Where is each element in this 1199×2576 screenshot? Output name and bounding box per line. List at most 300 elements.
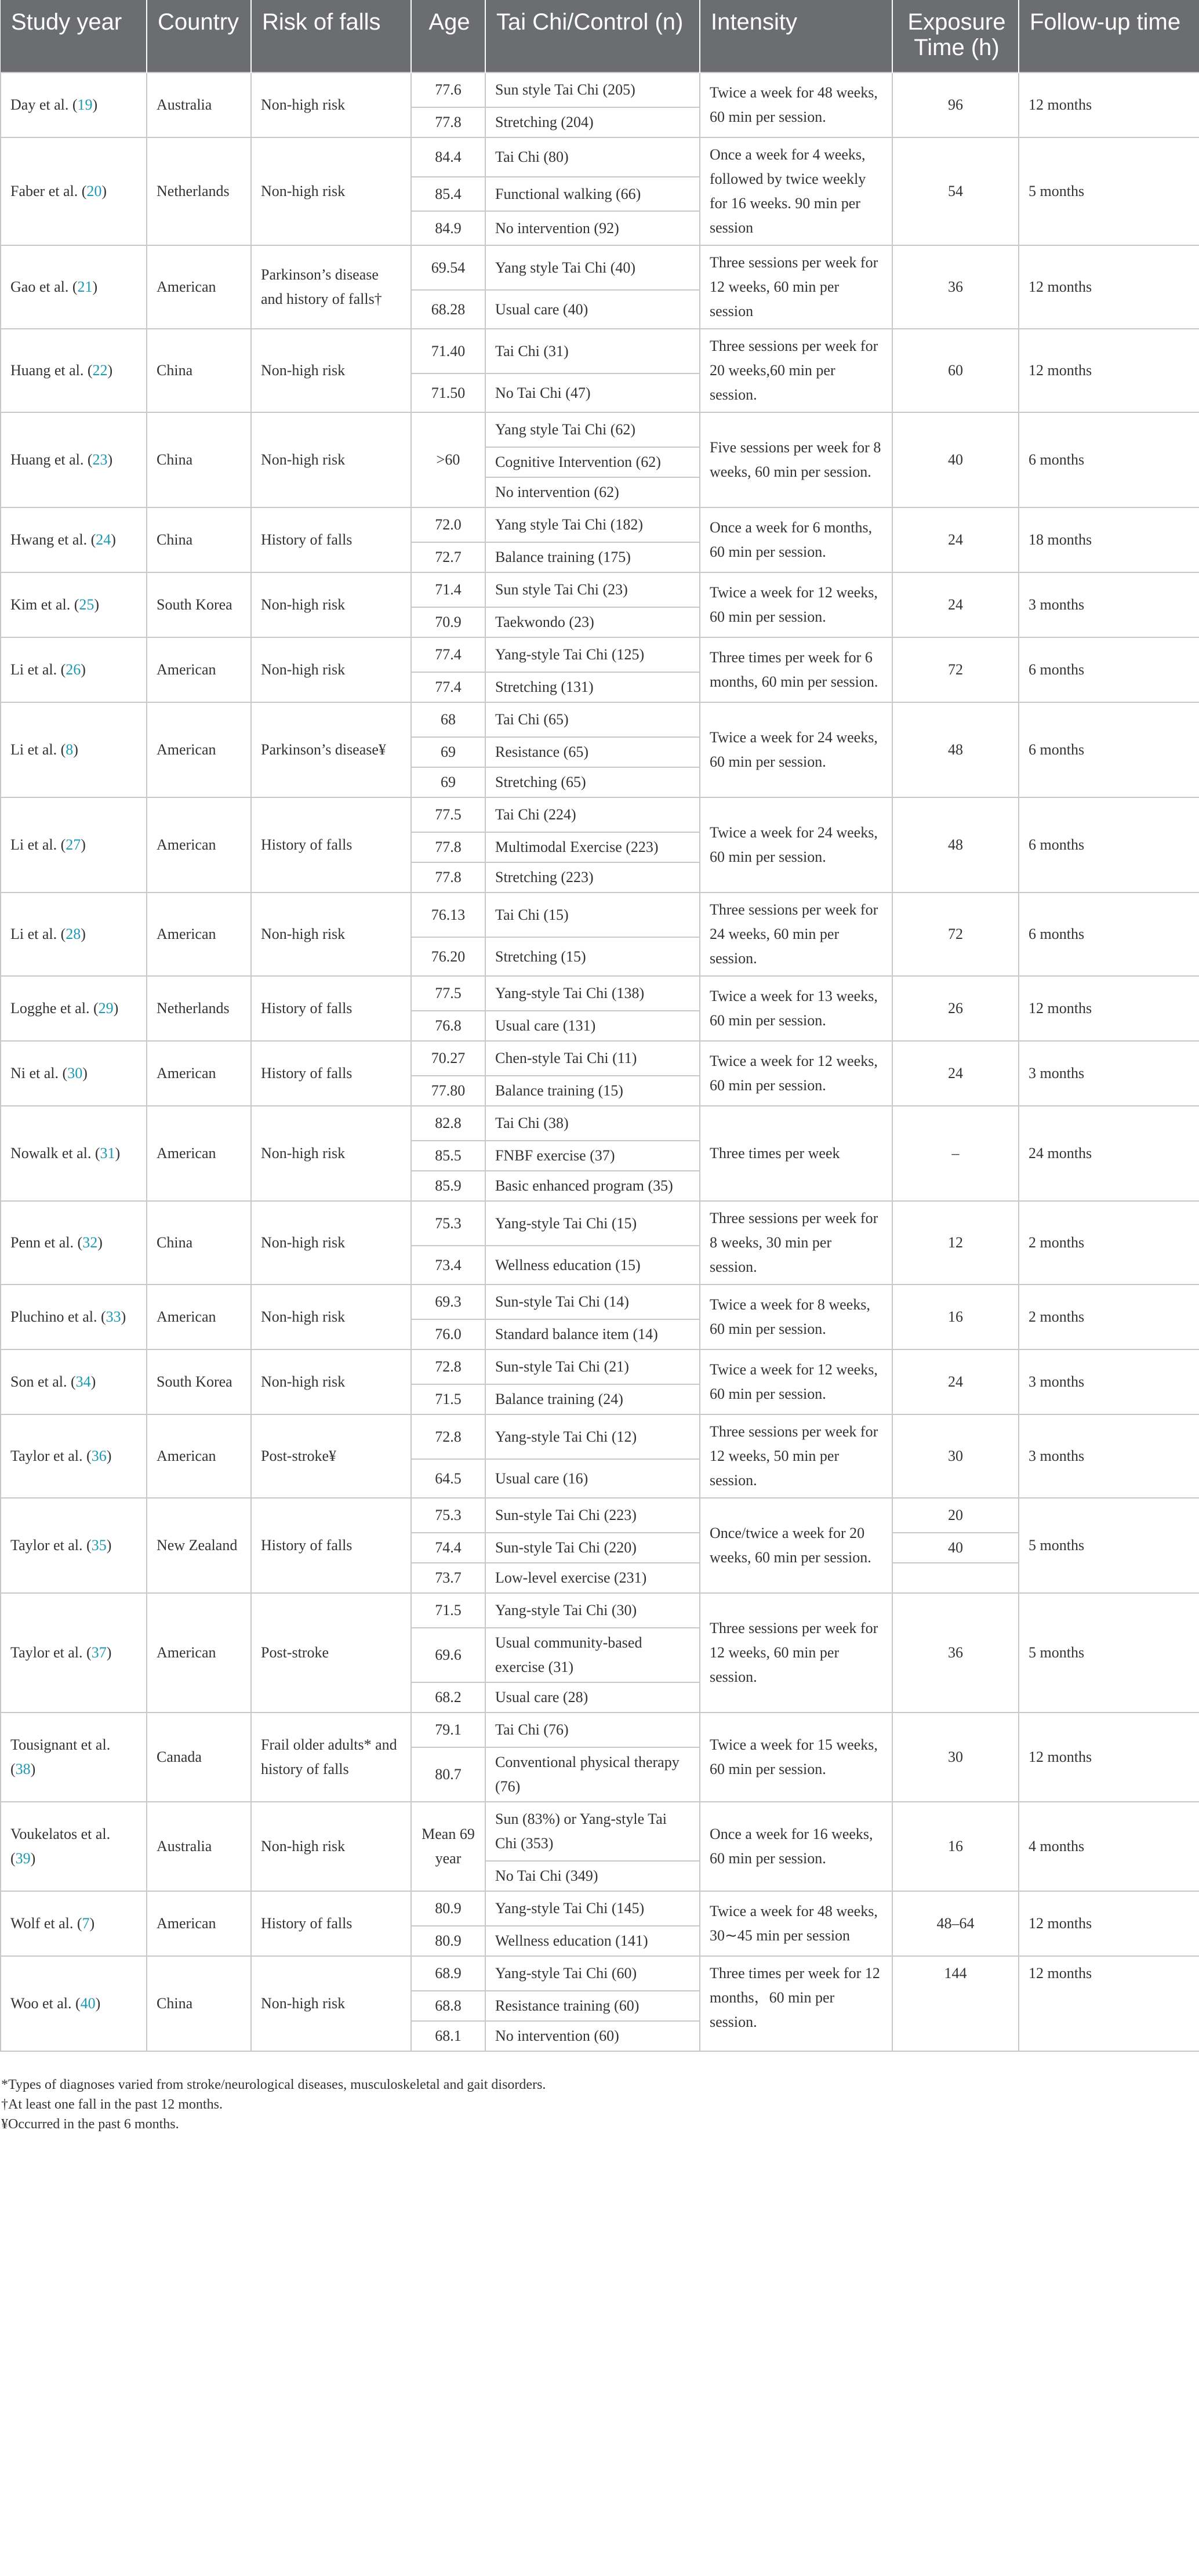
study-name: Faber et al. (: [10, 183, 87, 199]
cell-intensity: Three sessions per week for 8 weeks, 30 min per session.: [700, 1201, 892, 1285]
cell-intensity: Twice a week for 13 weeks, 60 min per session.: [700, 976, 892, 1041]
cell-risk-of-falls: Non-high risk: [251, 1285, 411, 1349]
footnote-occurred: ¥Occurred in the past 6 months.: [1, 2117, 179, 2132]
table-row: [1, 1891, 1199, 1926]
cell-risk-of-falls: Non-high risk: [251, 1201, 411, 1285]
study-name: Taylor et al. (: [10, 1537, 92, 1554]
cell-group: No Tai Chi (47): [485, 373, 700, 412]
cell-risk-of-falls: Non-high risk: [251, 637, 411, 702]
cell-group: Usual care (131): [485, 1011, 700, 1041]
cell-intensity: Once/twice a week for 20 weeks, 60 min per session.: [700, 1498, 892, 1593]
cell-group: Chen-style Tai Chi (11): [485, 1041, 700, 1076]
cell-age: 82.8: [411, 1106, 485, 1141]
reference-link[interactable]: 24: [96, 531, 111, 548]
cell-age: 73.7: [411, 1563, 485, 1593]
cell-study: Day et al. (19): [1, 72, 147, 137]
study-name: Li et al. (: [10, 661, 66, 678]
cell-risk-of-falls: Parkinson’s disease and history of falls†: [251, 245, 411, 329]
cell-country: Canada: [147, 1713, 251, 1802]
cell-study: Kim et al. (25): [1, 572, 147, 637]
cell-intensity: Twice a week for 24 weeks, 60 min per session.: [700, 702, 892, 797]
table-row: [1, 245, 1199, 290]
cell-age: 84.4: [411, 137, 485, 177]
cell-study: Li et al. (26): [1, 637, 147, 702]
cell-study: Tousignant et al. (38): [1, 1713, 147, 1802]
cell-age: 76.8: [411, 1011, 485, 1041]
cell-study: Taylor et al. (35): [1, 1498, 147, 1593]
cell-group: Tai Chi (15): [485, 892, 700, 937]
cell-intensity: Five sessions per week for 8 weeks, 60 min per session.: [700, 412, 892, 507]
cell-follow-up-time: 2 months: [1019, 1201, 1199, 1285]
cell-age: 73.4: [411, 1246, 485, 1285]
cell-group: Sun-style Tai Chi (223): [485, 1498, 700, 1533]
cell-group: No intervention (62): [485, 477, 700, 507]
cell-exposure-time: 60: [892, 329, 1019, 412]
cell-age: 72.7: [411, 542, 485, 572]
cell-group: Wellness education (141): [485, 1926, 700, 1956]
cell-follow-up-time: 18 months: [1019, 507, 1199, 572]
cell-age: 70.9: [411, 607, 485, 637]
cell-group: Tai Chi (76): [485, 1713, 700, 1747]
table-row: [1, 976, 1199, 1011]
cell-group: Sun-style Tai Chi (14): [485, 1285, 700, 1319]
study-name: Logghe et al. (: [10, 1000, 99, 1017]
cell-age: 85.5: [411, 1141, 485, 1171]
cell-age: 77.80: [411, 1076, 485, 1106]
cell-follow-up-time: 2 months: [1019, 1285, 1199, 1349]
cell-group: Tai Chi (224): [485, 797, 700, 832]
table-footnotes: [0, 2052, 1199, 2134]
reference-link[interactable]: 30: [67, 1065, 83, 1082]
cell-age: 71.40: [411, 329, 485, 373]
cell-group: Yang style Tai Chi (62): [485, 412, 700, 447]
cell-age: 85.9: [411, 1171, 485, 1201]
cell-country: American: [147, 1593, 251, 1713]
cell-group: Stretching (223): [485, 862, 700, 892]
table-row: [1, 1414, 1199, 1459]
cell-risk-of-falls: History of falls: [251, 1041, 411, 1106]
cell-intensity: Twice a week for 24 weeks, 60 min per session.: [700, 797, 892, 892]
cell-group: Usual care (40): [485, 290, 700, 329]
reference-link[interactable]: 33: [106, 1308, 121, 1325]
cell-age: 77.5: [411, 976, 485, 1011]
cell-study: Penn et al. (32): [1, 1201, 147, 1285]
cell-group: Tai Chi (31): [485, 329, 700, 373]
cell-country: China: [147, 412, 251, 507]
cell-group: Yang-style Tai Chi (15): [485, 1201, 700, 1246]
cell-follow-up-time: 12 months: [1019, 1956, 1199, 2051]
cell-exposure-time: 48: [892, 702, 1019, 797]
cell-follow-up-time: 12 months: [1019, 976, 1199, 1041]
cell-exposure-time: 96: [892, 72, 1019, 137]
study-name: Wolf et al. (: [10, 1915, 82, 1932]
reference-link[interactable]: 7: [82, 1915, 90, 1932]
study-name: Huang et al. (: [10, 362, 93, 379]
cell-intensity: Three sessions per week for 12 weeks, 60 min per session: [700, 245, 892, 329]
cell-exposure-time: 16: [892, 1285, 1019, 1349]
cell-intensity: Three times per week for 6 months, 60 min per session.: [700, 637, 892, 702]
study-name: Pluchino et al. (: [10, 1308, 106, 1325]
cell-follow-up-time: 4 months: [1019, 1802, 1199, 1891]
cell-group: No intervention (92): [485, 211, 700, 245]
cell-group: Sun style Tai Chi (23): [485, 572, 700, 607]
reference-link[interactable]: 37: [91, 1644, 107, 1661]
cell-risk-of-falls: Non-high risk: [251, 72, 411, 137]
cell-group: Sun-style Tai Chi (220): [485, 1533, 700, 1563]
cell-study: Huang et al. (22): [1, 329, 147, 412]
cell-age: 77.8: [411, 832, 485, 862]
cell-age: >60: [411, 412, 485, 507]
cell-group: Standard balance item (14): [485, 1319, 700, 1349]
cell-follow-up-time: 12 months: [1019, 1713, 1199, 1802]
table-row: [1, 1593, 1199, 1628]
cell-group: Functional walking (66): [485, 177, 700, 211]
cell-group: Yang-style Tai Chi (30): [485, 1593, 700, 1628]
cell-group: Taekwondo (23): [485, 607, 700, 637]
cell-study: Logghe et al. (29): [1, 976, 147, 1041]
cell-study: Faber et al. (20): [1, 137, 147, 245]
cell-country: New Zealand: [147, 1498, 251, 1593]
cell-group: Yang-style Tai Chi (60): [485, 1956, 700, 1991]
cell-country: Australia: [147, 72, 251, 137]
cell-exposure-time: 30: [892, 1414, 1019, 1498]
header-follow-up-time: Follow-up time: [1019, 0, 1199, 72]
cell-intensity: Twice a week for 12 weeks, 60 min per session.: [700, 572, 892, 637]
cell-risk-of-falls: Post-stroke¥: [251, 1414, 411, 1498]
table-row: [1, 1498, 1199, 1533]
cell-intensity: Three sessions per week for 12 weeks, 60 min per session.: [700, 1593, 892, 1713]
cell-follow-up-time: 12 months: [1019, 72, 1199, 137]
cell-risk-of-falls: Post-stroke: [251, 1593, 411, 1713]
cell-study: Pluchino et al. (33): [1, 1285, 147, 1349]
cell-age: 72.0: [411, 507, 485, 542]
cell-age: 69.54: [411, 245, 485, 290]
cell-group: No Tai Chi (349): [485, 1861, 700, 1891]
table-row: [1, 1956, 1199, 1991]
cell-exposure-time: 40: [892, 1533, 1019, 1563]
reference-link[interactable]: 23: [92, 451, 108, 468]
cell-age: 75.3: [411, 1498, 485, 1533]
reference-link[interactable]: 38: [15, 1761, 31, 1777]
cell-age: 72.8: [411, 1414, 485, 1459]
cell-age: 85.4: [411, 177, 485, 211]
footnote-diagnoses: *Types of diagnoses varied from stroke/neurological diseases, musculoskeletal and gait disorders.: [1, 2077, 546, 2092]
reference-link[interactable]: 40: [80, 1995, 96, 2012]
cell-group: Sun style Tai Chi (205): [485, 72, 700, 107]
cell-follow-up-time: 3 months: [1019, 1414, 1199, 1498]
cell-country: South Korea: [147, 572, 251, 637]
cell-group: Tai Chi (38): [485, 1106, 700, 1141]
cell-country: American: [147, 797, 251, 892]
study-name: Penn et al. (: [10, 1234, 83, 1251]
cell-exposure-time: 24: [892, 1041, 1019, 1106]
study-name: Kim et al. (: [10, 596, 79, 613]
cell-group: Usual community-based exercise (31): [485, 1628, 700, 1682]
study-name: Taylor et al. (: [10, 1447, 92, 1464]
cell-risk-of-falls: Non-high risk: [251, 1349, 411, 1414]
cell-intensity: Three sessions per week for 20 weeks,60 min per session.: [700, 329, 892, 412]
cell-study: Son et al. (34): [1, 1349, 147, 1414]
cell-exposure-time: 72: [892, 892, 1019, 976]
cell-group: Yang-style Tai Chi (145): [485, 1891, 700, 1926]
cell-risk-of-falls: Parkinson’s disease¥: [251, 702, 411, 797]
cell-age: 71.4: [411, 572, 485, 607]
study-name: Huang et al. (: [10, 451, 93, 468]
cell-study: Li et al. (8): [1, 702, 147, 797]
cell-risk-of-falls: History of falls: [251, 1891, 411, 1956]
cell-country: China: [147, 329, 251, 412]
cell-age: 79.1: [411, 1713, 485, 1747]
cell-exposure-time: 48–64: [892, 1891, 1019, 1956]
cell-age: 77.8: [411, 862, 485, 892]
cell-follow-up-time: 6 months: [1019, 702, 1199, 797]
reference-link[interactable]: 21: [77, 278, 93, 295]
cell-group: Balance training (175): [485, 542, 700, 572]
study-name: Taylor et al. (: [10, 1644, 92, 1661]
cell-follow-up-time: 24 months: [1019, 1106, 1199, 1201]
table-body: [1, 72, 1199, 2051]
cell-group: Usual care (16): [485, 1459, 700, 1498]
cell-study: Voukelatos et al. (39): [1, 1802, 147, 1891]
cell-group: Stretching (131): [485, 672, 700, 702]
cell-country: China: [147, 1201, 251, 1285]
footnote-falls: †At least one fall in the past 12 months.: [1, 2097, 223, 2112]
header-intensity: Intensity: [700, 0, 892, 72]
table-row: [1, 1285, 1199, 1319]
cell-age: 68: [411, 702, 485, 737]
cell-age: Mean 69 year: [411, 1802, 485, 1891]
cell-age: 72.8: [411, 1349, 485, 1384]
cell-risk-of-falls: Frail older adults* and history of falls: [251, 1713, 411, 1802]
study-name: Voukelatos et al. (: [10, 1826, 111, 1867]
cell-age: 80.9: [411, 1891, 485, 1926]
cell-group: Cognitive Intervention (62): [485, 447, 700, 477]
table-row: [1, 797, 1199, 832]
cell-exposure-time: 24: [892, 507, 1019, 572]
cell-age: 69: [411, 767, 485, 797]
cell-country: China: [147, 507, 251, 572]
cell-group: Sun-style Tai Chi (21): [485, 1349, 700, 1384]
study-name: Li et al. (: [10, 926, 66, 942]
cell-intensity: Twice a week for 8 weeks, 60 min per session.: [700, 1285, 892, 1349]
reference-link[interactable]: 22: [92, 362, 108, 379]
table-row: [1, 72, 1199, 107]
cell-group: Wellness education (15): [485, 1246, 700, 1285]
cell-intensity: Once a week for 4 weeks, followed by twice weekly for 16 weeks. 90 min per session: [700, 137, 892, 245]
cell-country: Netherlands: [147, 976, 251, 1041]
cell-group: Stretching (204): [485, 107, 700, 137]
cell-exposure-time: 54: [892, 137, 1019, 245]
cell-exposure-time: 144: [892, 1956, 1019, 2051]
cell-follow-up-time: 3 months: [1019, 1041, 1199, 1106]
cell-age: 69.6: [411, 1628, 485, 1682]
reference-link[interactable]: 26: [66, 661, 81, 678]
cell-country: American: [147, 637, 251, 702]
cell-study: Nowalk et al. (31): [1, 1106, 147, 1201]
cell-group: Sun (83%) or Yang-style Tai Chi (353): [485, 1802, 700, 1861]
cell-age: 74.4: [411, 1533, 485, 1563]
cell-follow-up-time: 3 months: [1019, 572, 1199, 637]
cell-country: American: [147, 892, 251, 976]
cell-intensity: Twice a week for 15 weeks, 60 min per session.: [700, 1713, 892, 1802]
table-row: [1, 1106, 1199, 1141]
cell-age: 70.27: [411, 1041, 485, 1076]
table-row: [1, 137, 1199, 177]
cell-group: Multimodal Exercise (223): [485, 832, 700, 862]
cell-country: China: [147, 1956, 251, 2051]
cell-study: Li et al. (27): [1, 797, 147, 892]
cell-country: Australia: [147, 1802, 251, 1891]
reference-link[interactable]: 8: [66, 741, 74, 758]
cell-risk-of-falls: History of falls: [251, 797, 411, 892]
cell-age: 84.9: [411, 211, 485, 245]
reference-link[interactable]: 39: [15, 1850, 31, 1867]
cell-study: Gao et al. (21): [1, 245, 147, 329]
cell-group: Conventional physical therapy (76): [485, 1747, 700, 1802]
cell-country: American: [147, 1106, 251, 1201]
cell-follow-up-time: 5 months: [1019, 137, 1199, 245]
cell-exposure-time: 20: [892, 1498, 1019, 1533]
cell-risk-of-falls: Non-high risk: [251, 1106, 411, 1201]
cell-age: 64.5: [411, 1459, 485, 1498]
cell-exposure-time: 16: [892, 1802, 1019, 1891]
cell-study: Wolf et al. (7): [1, 1891, 147, 1956]
study-name: Gao et al. (: [10, 278, 78, 295]
study-name: Ni et al. (: [10, 1065, 68, 1082]
cell-study: Huang et al. (23): [1, 412, 147, 507]
cell-follow-up-time: 6 months: [1019, 892, 1199, 976]
reference-link[interactable]: 25: [79, 596, 95, 613]
cell-risk-of-falls: Non-high risk: [251, 892, 411, 976]
cell-country: Netherlands: [147, 137, 251, 245]
table-row: [1, 329, 1199, 373]
cell-age: 76.0: [411, 1319, 485, 1349]
reference-link[interactable]: 32: [82, 1234, 98, 1251]
cell-age: 68.1: [411, 2021, 485, 2051]
cell-intensity: Three times per week: [700, 1106, 892, 1201]
cell-group: No intervention (60): [485, 2021, 700, 2051]
table-row: [1, 1349, 1199, 1384]
cell-risk-of-falls: Non-high risk: [251, 412, 411, 507]
study-name: Day et al. (: [10, 96, 78, 113]
header-age: Age: [411, 0, 485, 72]
cell-country: American: [147, 1285, 251, 1349]
cell-group: Balance training (15): [485, 1076, 700, 1106]
reference-link[interactable]: 19: [77, 96, 93, 113]
cell-study: Hwang et al. (24): [1, 507, 147, 572]
cell-age: 75.3: [411, 1201, 485, 1246]
cell-exposure-time: –: [892, 1106, 1019, 1201]
cell-follow-up-time: 5 months: [1019, 1593, 1199, 1713]
cell-age: 77.5: [411, 797, 485, 832]
study-name: Nowalk et al. (: [10, 1145, 100, 1162]
cell-age: 69: [411, 737, 485, 767]
cell-follow-up-time: 12 months: [1019, 329, 1199, 412]
cell-age: 80.9: [411, 1926, 485, 1956]
reference-link[interactable]: 20: [86, 183, 102, 199]
cell-risk-of-falls: Non-high risk: [251, 572, 411, 637]
cell-intensity: Twice a week for 12 weeks, 60 min per session.: [700, 1041, 892, 1106]
cell-follow-up-time: 6 months: [1019, 797, 1199, 892]
table-row: [1, 507, 1199, 542]
cell-group: Usual care (28): [485, 1682, 700, 1713]
reference-link[interactable]: 28: [66, 926, 81, 942]
cell-country: American: [147, 1041, 251, 1106]
cell-age: 69.3: [411, 1285, 485, 1319]
cell-age: 77.6: [411, 72, 485, 107]
header-study-year: Study year: [1, 0, 147, 72]
cell-exposure-time: 30: [892, 1713, 1019, 1802]
table-row: [1, 1201, 1199, 1246]
reference-link[interactable]: 29: [98, 1000, 114, 1017]
cell-follow-up-time: 3 months: [1019, 1349, 1199, 1414]
cell-intensity: Once a week for 6 months, 60 min per session.: [700, 507, 892, 572]
cell-age: 77.4: [411, 672, 485, 702]
cell-group: Tai Chi (65): [485, 702, 700, 737]
cell-study: Taylor et al. (36): [1, 1414, 147, 1498]
cell-risk-of-falls: Non-high risk: [251, 1956, 411, 2051]
cell-country: American: [147, 1891, 251, 1956]
reference-link[interactable]: 34: [75, 1373, 91, 1390]
cell-risk-of-falls: History of falls: [251, 1498, 411, 1593]
cell-study: Taylor et al. (37): [1, 1593, 147, 1713]
cell-group: Stretching (15): [485, 937, 700, 976]
table-row: [1, 892, 1199, 937]
cell-age: 77.8: [411, 107, 485, 137]
cell-intensity: Three sessions per week for 12 weeks, 50 min per session.: [700, 1414, 892, 1498]
cell-exposure-time: 36: [892, 245, 1019, 329]
cell-intensity: Twice a week for 48 weeks, 30∼45 min per session: [700, 1891, 892, 1956]
cell-country: American: [147, 702, 251, 797]
cell-group: Yang-style Tai Chi (138): [485, 976, 700, 1011]
table-header-row: [1, 0, 1199, 72]
table-row: [1, 702, 1199, 737]
cell-age: 76.20: [411, 937, 485, 976]
reference-link[interactable]: 31: [100, 1145, 115, 1162]
table-row: [1, 412, 1199, 447]
reference-link[interactable]: 36: [91, 1447, 107, 1464]
cell-exposure-time: 12: [892, 1201, 1019, 1285]
cell-follow-up-time: 5 months: [1019, 1498, 1199, 1593]
table-row: [1, 1713, 1199, 1747]
cell-group: Yang-style Tai Chi (125): [485, 637, 700, 672]
cell-country: South Korea: [147, 1349, 251, 1414]
cell-age: 71.50: [411, 373, 485, 412]
study-name: Tousignant et al. (: [10, 1736, 111, 1777]
cell-country: American: [147, 1414, 251, 1498]
cell-intensity: Once a week for 16 weeks, 60 min per session.: [700, 1802, 892, 1891]
cell-age: 76.13: [411, 892, 485, 937]
cell-exposure-time: 40: [892, 412, 1019, 507]
cell-age: 68.28: [411, 290, 485, 329]
cell-risk-of-falls: Non-high risk: [251, 1802, 411, 1891]
cell-study: Woo et al. (40): [1, 1956, 147, 2051]
cell-follow-up-time: 12 months: [1019, 1891, 1199, 1956]
cell-age: 68.9: [411, 1956, 485, 1991]
cell-exposure-time: 36: [892, 1593, 1019, 1713]
cell-follow-up-time: 6 months: [1019, 412, 1199, 507]
cell-group: Balance training (24): [485, 1384, 700, 1414]
header-tai-chi-control: Tai Chi/Control (n): [485, 0, 700, 72]
cell-group: Tai Chi (80): [485, 137, 700, 177]
cell-exposure-time: 48: [892, 797, 1019, 892]
reference-link[interactable]: 35: [91, 1537, 107, 1554]
cell-exposure-time: 72: [892, 637, 1019, 702]
reference-link[interactable]: 27: [66, 836, 81, 853]
cell-study: Li et al. (28): [1, 892, 147, 976]
cell-group: Yang-style Tai Chi (12): [485, 1414, 700, 1459]
cell-age: 77.4: [411, 637, 485, 672]
